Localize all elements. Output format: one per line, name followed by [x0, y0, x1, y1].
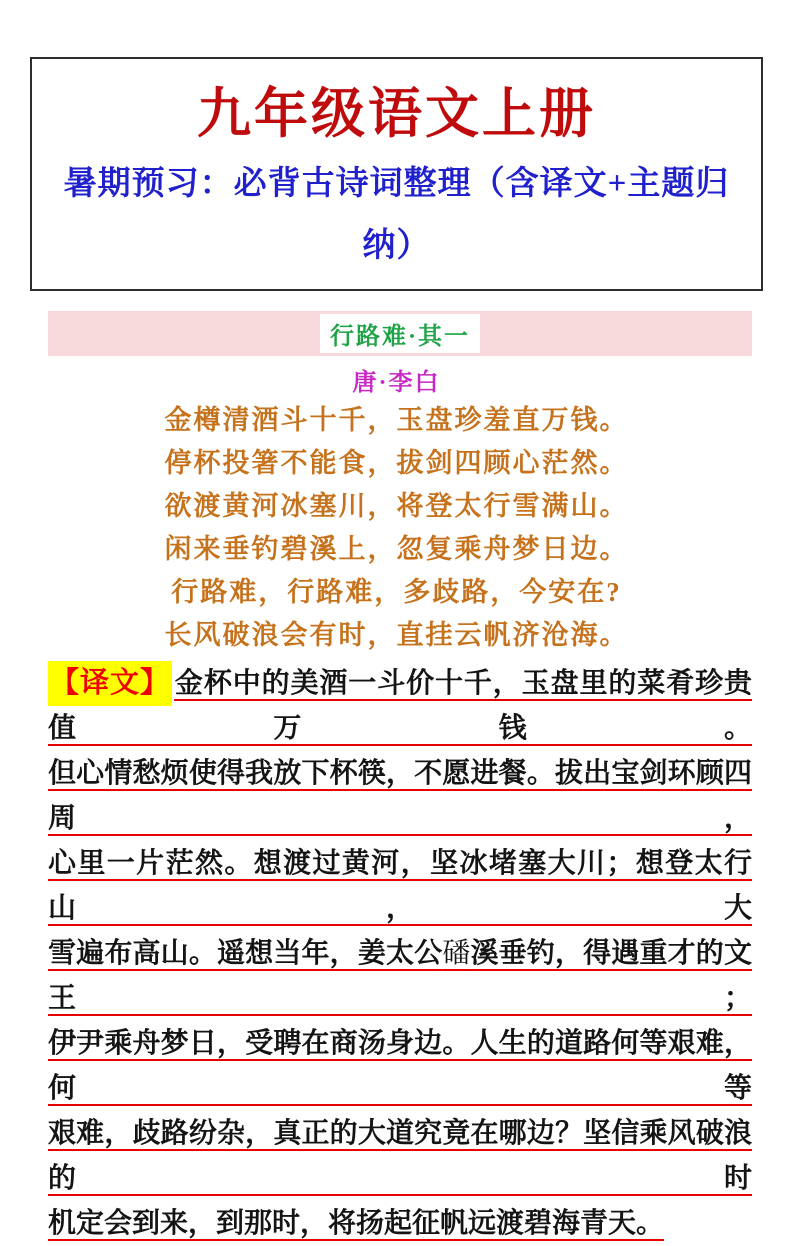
- translation-line: 但心情愁烦使得我放下杯筷，不愿进餐。拔出宝剑环顾四周，: [48, 758, 752, 834]
- poem-line: 行路难，行路难，多歧路，今安在?: [171, 577, 622, 607]
- translation-line: 艰难，歧路纷杂，真正的大道究竟在哪边？坚信乘风破浪的时: [48, 1118, 752, 1194]
- poem-line: 闲来垂钓碧溪上，忽复乘舟梦日边。: [164, 534, 629, 564]
- document-subtitle: 暑期预习：必背古诗词整理（含译文+主题归纳）: [63, 166, 730, 265]
- translation-section: [48, 661, 752, 1246]
- poem-line: 停杯投箸不能食，拔剑四顾心茫然。: [164, 448, 629, 478]
- translation-label: 【译文】: [48, 661, 172, 706]
- translation-line: 雪遍布高山。遥想当年，姜太公磻溪垂钓，得遇重才的文王；: [48, 938, 752, 1014]
- document-title: 九年级语文上册: [197, 84, 596, 144]
- poem-line: 欲渡黄河冰塞川，将登太行雪满山。: [164, 491, 629, 521]
- poem-line: 金樽清酒斗十千，玉盘珍羞直万钱。: [164, 405, 629, 435]
- fallback-character: 磻: [442, 938, 471, 969]
- poem-line: 长风破浪会有时，直挂云帆济沧海。: [164, 620, 629, 650]
- poem-author: 唐·李白: [352, 370, 441, 396]
- translation-line: [48, 661, 752, 751]
- header-box: [30, 57, 763, 291]
- translation-line: 心里一片茫然。想渡过黄河，坚冰堵塞大川；想登太行山，大: [48, 848, 752, 924]
- translation-text: 金杯中的美酒一斗价十千，玉盘里的菜肴珍贵值万钱。: [48, 668, 752, 744]
- translation-line: 机定会到来，到那时，将扬起征帆远渡碧海青天。: [48, 1208, 665, 1239]
- poem-title: 行路难·其一: [320, 314, 480, 353]
- translation-line: 伊尹乘舟梦日，受聘在商汤身边。人生的道路何等艰难，何等: [48, 1028, 752, 1104]
- poem-body: [0, 399, 793, 657]
- poem-title-banner: [48, 311, 752, 356]
